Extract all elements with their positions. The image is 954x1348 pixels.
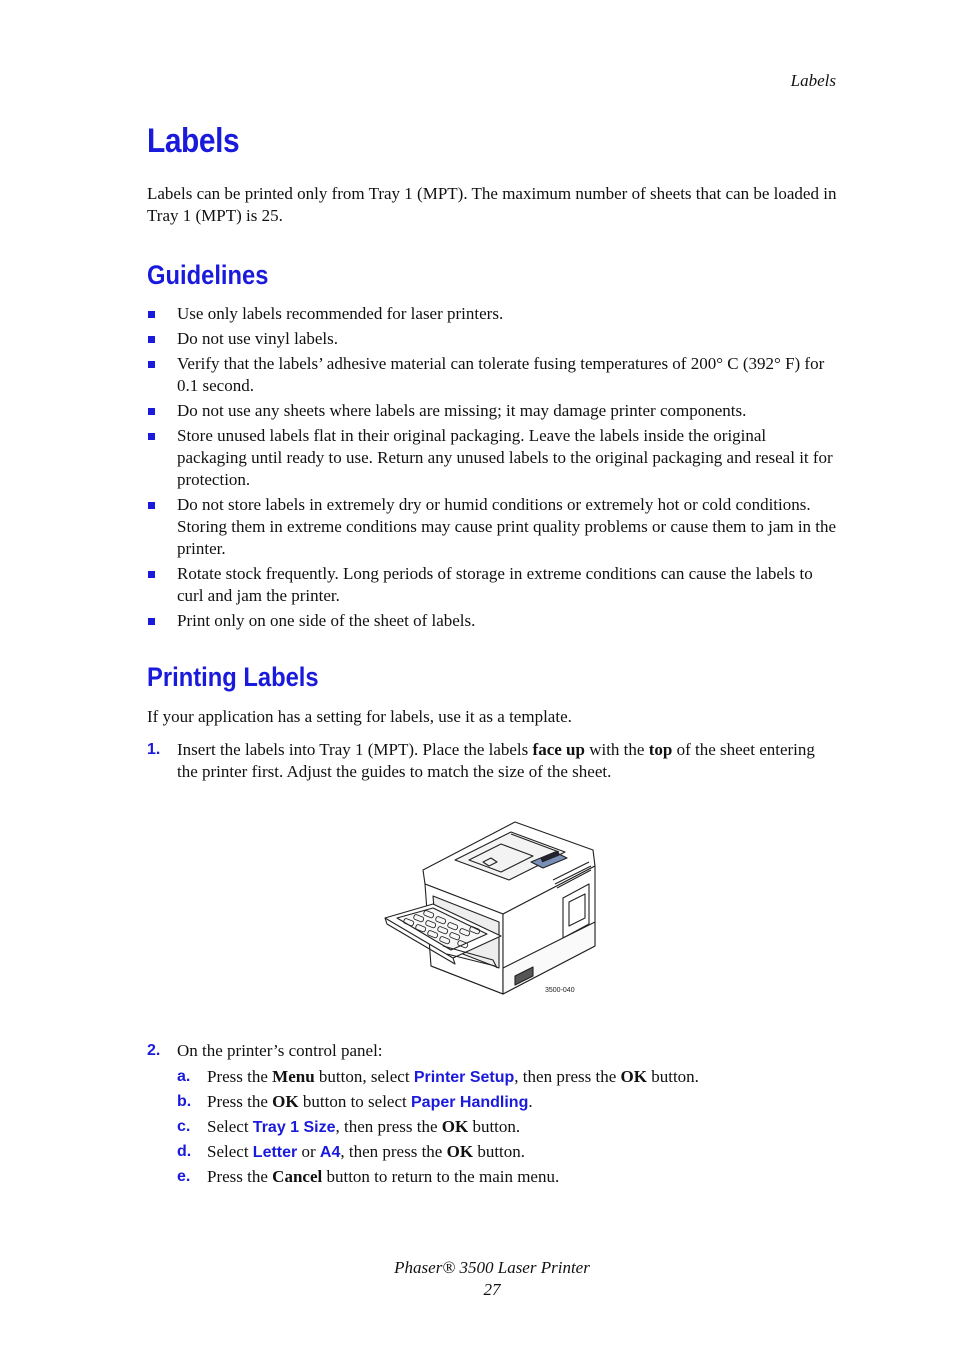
- guidelines-heading: Guidelines: [147, 260, 269, 290]
- template-paragraph: If your application has a setting for labels, use it as a template.: [147, 707, 572, 726]
- substep-a: a. Press the Menu button, select Printer Setup, then press the OK button.: [177, 1067, 699, 1086]
- step-1-text: Insert the labels into Tray 1 (MPT). Place the labels face up with the top of the sheet entering the printer first. Adjust the guides to match the size of the sheet.: [177, 740, 815, 781]
- step-number: 1.: [147, 741, 161, 758]
- step-number: 2.: [147, 1042, 161, 1059]
- footer-product-name: Phaser® 3500 Laser Printer: [394, 1258, 590, 1277]
- menu-item-letter: Letter: [252, 1144, 298, 1161]
- menu-item-printer-setup: Printer Setup: [413, 1069, 515, 1086]
- menu-item-tray-1-size: Tray 1 Size: [252, 1119, 336, 1136]
- list-item: Use only labels recommended for laser printers.: [147, 303, 837, 325]
- printer-drawing: [383, 818, 603, 998]
- bullet-square-icon: [148, 618, 155, 625]
- bullet-square-icon: [148, 361, 155, 368]
- menu-item-a4: A4: [319, 1144, 341, 1161]
- bullet-square-icon: [148, 433, 155, 440]
- step-1: [147, 739, 837, 783]
- figure-code: 3500-040: [545, 987, 575, 994]
- list-item: Do not store labels in extremely dry or humid conditions or extremely hot or cold conditions. Storing them in extreme conditions may cause print quality problems or cause them to jam in the printer.: [147, 494, 837, 560]
- intro-paragraph: Labels can be printed only from Tray 1 (MPT). The maximum number of sheets that can be loaded in Tray 1 (MPT) is 25.: [147, 184, 837, 225]
- guidelines-list: [147, 303, 837, 635]
- list-item: Do not use any sheets where labels are missing; it may damage printer components.: [147, 400, 837, 422]
- bullet-square-icon: [148, 571, 155, 578]
- list-item: Store unused labels flat in their original packaging. Leave the labels inside the original packaging until ready to use. Return any unused labels to the original packaging and reseal it for protection.: [147, 425, 837, 491]
- list-item: Rotate stock frequently. Long periods of storage in extreme conditions can cause the labels to curl and jam the printer.: [147, 563, 837, 607]
- printing-labels-heading: Printing Labels: [147, 662, 319, 692]
- page-footer: [0, 1257, 954, 1301]
- substep-c: c. Select Tray 1 Size, then press the OK button.: [177, 1117, 521, 1136]
- page-number: 27: [483, 1280, 501, 1299]
- bullet-square-icon: [148, 502, 155, 509]
- substep-e: e. Press the Cancel button to return to the main menu.: [177, 1167, 560, 1186]
- menu-item-paper-handling: Paper Handling: [411, 1094, 529, 1111]
- page-title: Labels: [147, 122, 240, 160]
- bullet-square-icon: [148, 336, 155, 343]
- list-item: Print only on one side of the sheet of labels.: [147, 610, 837, 632]
- list-item: Do not use vinyl labels.: [147, 328, 837, 350]
- substep-b: b. Press the OK button to select Paper Handling.: [177, 1092, 533, 1111]
- substeps-list: [177, 1066, 837, 1191]
- bullet-square-icon: [148, 408, 155, 415]
- bullet-square-icon: [148, 311, 155, 318]
- printer-illustration: [383, 818, 603, 998]
- step-2-text: On the printer’s control panel:: [177, 1041, 383, 1060]
- running-header: Labels: [790, 71, 836, 90]
- list-item: Verify that the labels’ adhesive material can tolerate fusing temperatures of 200° C (392° F) for 0.1 second.: [147, 353, 837, 397]
- substep-d: d. Select Letter or A4, then press the OK button.: [177, 1142, 526, 1161]
- step-2: [147, 1040, 837, 1062]
